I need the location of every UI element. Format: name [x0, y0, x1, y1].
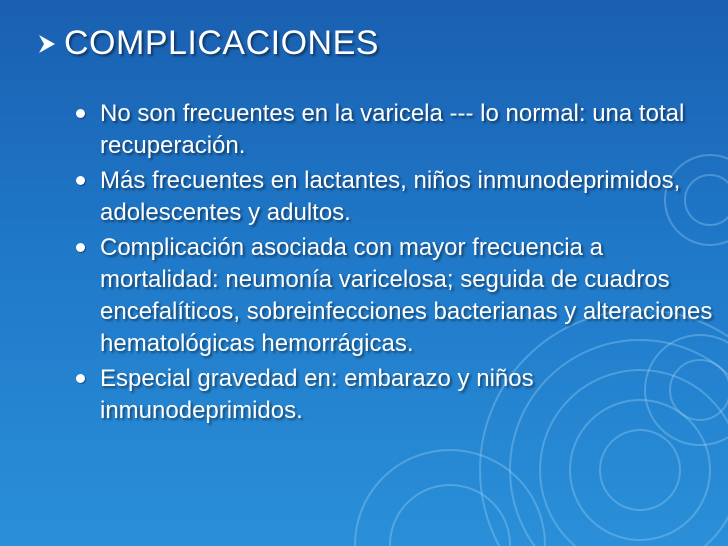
- bullet-dot-icon: [76, 374, 85, 383]
- bullet-list: [74, 98, 714, 430]
- bullet-item: [74, 363, 714, 427]
- arrowhead-icon: [36, 33, 58, 55]
- title-row: [36, 24, 379, 63]
- bullet-dot-icon: [76, 176, 85, 185]
- bullet-dot-icon: [76, 109, 85, 118]
- bullet-item: [74, 165, 714, 229]
- bullet-text: No son frecuentes en la varicela --- lo normal: una total recuperación.: [100, 100, 685, 159]
- bullet-text: Complicación asociada con mayor frecuencia a mortalidad: neumonía varicelosa; seguida de cuadros encefalíticos, sobreinfecciones bacterianas y alteraciones hematológicas hemorrágicas.: [100, 234, 713, 357]
- bullet-item: [74, 98, 714, 162]
- bullet-text: Especial gravedad en: embarazo y niños inmunodeprimidos.: [100, 365, 534, 424]
- bullet-item: [74, 232, 714, 360]
- bullet-text: Más frecuentes en lactantes, niños inmunodeprimidos, adolescentes y adultos.: [100, 167, 681, 226]
- bullet-dot-icon: [76, 243, 85, 252]
- slide-title: COMPLICACIONES: [64, 24, 379, 62]
